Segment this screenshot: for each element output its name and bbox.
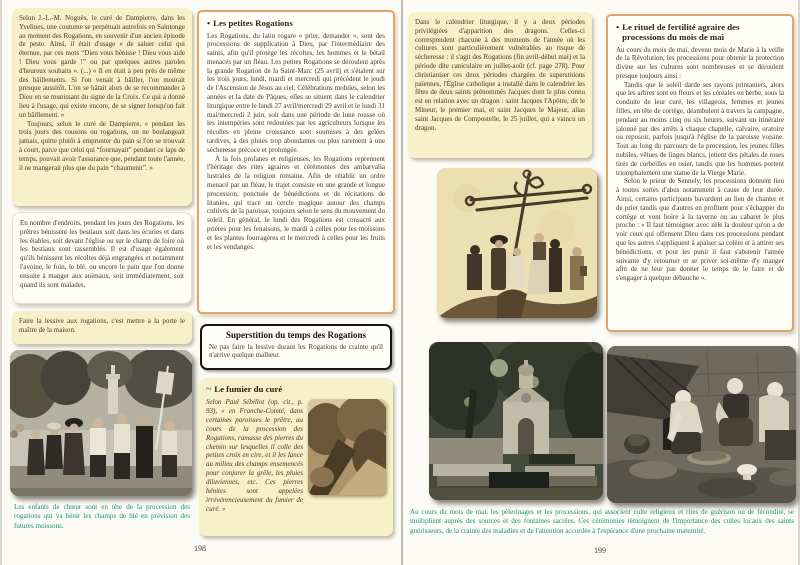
box-title <box>207 18 385 28</box>
fountain-chapel-photo <box>429 342 603 500</box>
fumier-quote-text: Selon Paul Sébillot (op. cit., p. 93), « en Franche-Comté, dans certaines paroisses le prêtre, au cours de la procession des Rogations, ramasse des pierres du chemin sur lesquelles il colle des petites croix en cire, et il les lance au milieu des champs ensemencés pour conjurer la grêle, les pluies diluviennes, etc. Ces pierres bénites sont appelées irrévérencieusement du fumier de curé. » <box>206 398 303 513</box>
fumier-inset-photo <box>308 399 386 495</box>
paragraph: Au cours du mois de mai, devenu mois de Marie à la veille de la Révolution, les processions pour obtenir la protection divine sur les cultures sont nombreuses et se déroulent presque toujours ainsi : <box>616 45 784 80</box>
rituel-fertilite-box <box>606 14 794 332</box>
fumier-title-row <box>206 384 386 395</box>
paragraph: Tandis que le soleil darde ses rayons printaniers, alors que les arbres sont en fleurs et les céréales en herbe, sous la conduite de leur curé, les villageois, femmes et jeunes filles, en tête de cortège, déambulent à travers la campagne, pendant au moins cinq ou six heures, suivant un itinéraire jalonné par des arrêts à chaque chapelle, calvaire, oratoire ou reposoir, parfois jusqu'à l'église de la paroisse voisine. Tout au long du parcours de la procession, les jeunes filles nubiles, vêtues de linges blancs, jettent des pétales de roses tirés de corbeilles en osier, tandis que les hommes portent triomphalement une statue de la Vierge Marie. <box>616 80 784 177</box>
bullet-icon: • <box>616 22 620 32</box>
page-number-right: 199 <box>594 546 606 555</box>
paragraph: Dans le calendrier liturgique, il y a deux périodes privilégiées d'apparition des dragons. Celles-ci correspondent chacune à des moments de l'année où les cultures sont particulièrement vulnérables au risque de sécheresse : il s'agit des Rogations (fin avril-début mai) et la période dite caniculaire en juillet-août (cf. page 278). Pour christianiser ces deux périodes chargées de superstitions païennes, l'Église catholique a installé dans le calendrier les fêtes de deux saints prénommés Jacques dont le plus connu est en relation avec un dragon : saint Jacques l'Apôtre, dit le Mineur, le premier mai, et saint Jacques le Majeur, alias saint Jacques de Compostelle, le 25 juillet, qui a vaincu un dragon. <box>415 18 585 132</box>
fumier-photo-art <box>308 399 386 495</box>
fumier-body <box>206 398 386 514</box>
calvary-cross-photo <box>437 168 597 318</box>
page-gutter <box>401 0 403 565</box>
fumier-title: Le fumier du curé <box>214 384 283 394</box>
lessive-superstition-box <box>12 311 192 344</box>
petites-rogations-box <box>197 10 395 314</box>
paragraph: Selon J.-L.-M. Noguès, le curé de Dampierre, dans les Yvelines, une coutume se perpétuait autrefois en Saintonge au moment des Rogations, en souvenir d'un ancien épisode de peste. Ainsi, il était d'usage « de saluer celui qui éternue, par ces mots “Dieu vous bénisse ! Dieu vous aide ! Dieu vous garde !” ou par quelques autres paroles d'heureux souhaits ». (...) « Il en était à peu près de même des bâillements. Si l'on venait à bâiller, l'on mourait presque aussitôt. L'on se hâtait alors de se recommander à Dieu en se munissant du signe de la Croix. Ce qui a donné lieu à l'usage, qui existe encore, de se signer lorsqu'on fait un bâillement. » <box>19 14 185 119</box>
washerwomen-fountain-photo <box>607 346 796 503</box>
superstition-title: Superstition du temps des Rogations <box>225 330 367 340</box>
rituel-title: Le rituel de fertilité agraire des processions du mois de mai <box>622 22 740 42</box>
procession-photo-art <box>10 350 192 496</box>
dragons-calendar-box <box>408 12 592 158</box>
paragraph: Toujours, selon le curé de Dampierre, « pendant les trois jours des rousons ou rogations, on ne boulangeait jamais, quitte plutôt à emprunter du pain si l'on se trouvait à court, parce que celui qui “fournayait” pendant ce laps de temps, pouvait avoir l'assurance que, pendant toute l'année, il ne mangerait plus que du pain “chaumenit”. » <box>19 119 185 172</box>
washerwomen-photo-art <box>607 346 796 503</box>
bullet-icon: • <box>207 18 211 28</box>
superstition-box <box>200 324 392 370</box>
procession-photo-caption: Les enfants de chœur sont en tête de la procession des rogations qui va bénir les champs de blé en prévision des futures moissons. <box>14 503 190 530</box>
box-title <box>616 22 784 42</box>
paragraph: Faire la lessive aux rogations, c'est mettre à la porte le maître de la maison. <box>19 317 185 334</box>
left-page-edge <box>0 0 2 565</box>
superstition-body: Ne pas faire la lessive durant les Rogations de crainte qu'il n'arrive quelque malheur. <box>209 342 383 360</box>
right-page-caption: Au cours du mois de mai, les pèlerinages et les processions, qui associent culte religieux et rites de guérison ou de fécondité, se multiplient auprès des sources et des fontaines sacrées. Ces cérémonies témoignent de l'importance des cultes locaux des saints guérisseurs, de la crainte des maladies et de l'attention accordée à l'espérance d'une prochaine maternité. <box>410 508 794 535</box>
paragraph: Selon le prieur de Sennely, les processions donnent lieu à toutes sortes d'abus notamment à cause de leur durée. Ainsi, certains participants bavardent au lieu de chanter et de prier tandis que d'autres en profitent pour s'échapper du cortège et vont boire à la taverne ou au cabaret le plus proche : « Il faut témoigner avec zèle la douleur qu'on a de voir ceux qui offensent Dieu dans ces processions pendant que les autres s'appliquent à apaiser sa colère et à attirer ses bénédictions, et pour les punir il faut s'abstenir l'année suivante d'y retourner et se priver soi-même d'y manger afin de ne leur pas donner le temps de le faire et de s'engager à quelque débauche ». <box>616 177 784 283</box>
paragraph: Les Rogations, du latin rogare « prier, demander », sont des processions de supplication à Dieu, par l'intermédiaire des saints, afin qu'il protège les récoltes, les hommes et le bétail menacés par un fléau. Les petites Rogations se déroulent après la grande Rogation de la Saint-Marc (25 avril) et s'étalent sur les trois jours, lundi, mardi et mercredi qui précèdent le jeudi de l'Ascension de Jésus au ciel. Célébrations mobiles, selon les années et la date de Pâques, elles se situent dans le calendrier liturgique entre le lundi 27 avril/mercredi 29 avril et le lundi 31 mai/mercredi 2 juin, soit dans une période de lune rousse où les intempéries sont redoutées par les agriculteurs lorsque les récoltes en pleine croissance sont soumises à des gelées tardives, à des pluies trop abondantes ou plus rarement à une sécheresse précoce et prolongée. <box>207 31 385 154</box>
calvary-photo-art <box>437 168 597 318</box>
procession-photo <box>10 350 192 496</box>
paragraph: À la fois profanes et religieuses, les Rogations reprennent l'héritage des rites agraires et cérémonies des ambarvalia lustrales de la religion romaine. Afin de rétablir un ordre menacé par un fléau, le trajet consiste en une grande et longue procession, ponctuée de bénédictions et de récitations de litanies, qui trace un cercle magique autour des champs cultivés de la paroisse, toujours selon le sens du mouvement du soleil. En général, le lundi des Rogations est consacré aux prières pour les fenaisons, le mardi à celles pour les moissons et les plantes fourragères et le mercredi à celles pour les fruits et les vendanges. <box>207 154 385 251</box>
paragraph: En nombre d'endroits, pendant les jours des Rogations, les prêtres bénissent les bestiaux soit dans les écuries et dans les étables, soit devant l'église ou sur le champ de foire où les bestiaux sont rassemblés. Il est d'usage également qu'ils bénissent les récoltes déjà engrangées et notamment l'avoine, le foin, le blé, ou encore le pain que l'on donne ensuite à manger aux animaux, soit immédiatement, soit quand ils sont malades. <box>20 219 184 289</box>
petites-rogations-title: Les petites Rogations <box>213 18 293 28</box>
fountain-chapel-photo-art <box>429 342 603 500</box>
dampierre-custom-box <box>12 8 192 206</box>
page-number-left: 198 <box>194 544 206 553</box>
squiggle-icon: ~ <box>206 384 212 395</box>
fumier-du-cure-box <box>199 378 393 536</box>
blessing-of-animals-box <box>12 212 192 304</box>
